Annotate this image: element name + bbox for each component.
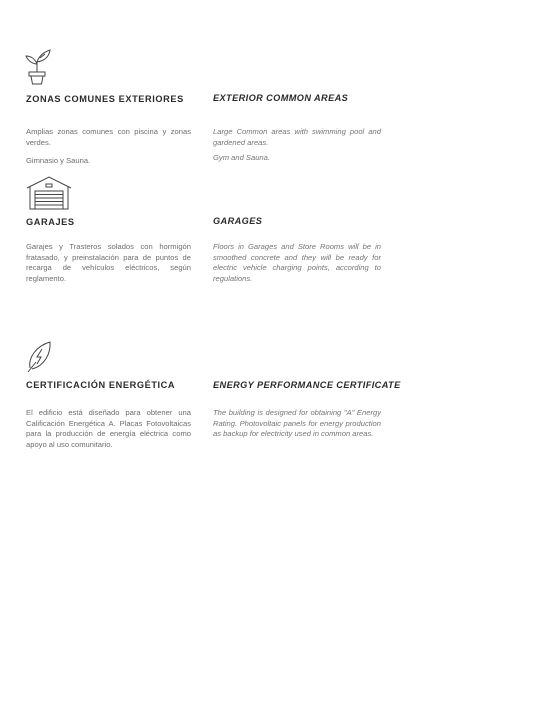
energy-text-es-1: El edificio está diseñado para obtener una Calificación Energética A. Placas Fotovoltaicas para la producción de energía eléctrica como apoyo al uso comunitario. xyxy=(26,408,191,449)
exterior-title-es: ZONAS COMUNES EXTERIORES xyxy=(26,94,184,104)
garage-icon xyxy=(26,176,72,210)
leaf-lightning-icon xyxy=(26,340,52,374)
garages-body-en xyxy=(213,242,381,284)
exterior-text-en-2: Gym and Sauna. xyxy=(213,153,270,163)
energy-title-es: CERTIFICACIÓN ENERGÉTICA xyxy=(26,380,176,390)
garages-text-es-1: Garajes y Trasteros solados con hormigón fratasado, y preinstalación para de puntos de recarga de vehículos eléctricos, según reglamento. xyxy=(26,242,191,283)
exterior-text-en-1: Large Common areas with swimming pool and gardened areas. xyxy=(213,127,381,147)
exterior-text-es-1: Amplias zonas comunes con piscina y zonas verdes. xyxy=(26,127,191,147)
plant-pot-icon xyxy=(24,48,52,86)
exterior-body-en xyxy=(213,127,381,164)
garages-title-es: GARAJES xyxy=(26,217,75,227)
energy-body-es xyxy=(26,408,191,450)
energy-title-en: ENERGY PERFORMANCE CERTIFICATE xyxy=(213,380,401,390)
energy-body-en xyxy=(213,408,381,440)
exterior-body-es xyxy=(26,127,191,167)
garages-body-es xyxy=(26,242,191,284)
garages-title-en: GARAGES xyxy=(213,216,263,226)
exterior-text-es-2: Gimnasio y Sauna. xyxy=(26,156,91,166)
garages-text-en-1: Floors in Garages and Store Rooms will be in smoothed concrete and they will be ready for electric vehicle charging points, according to regulations. xyxy=(213,242,381,283)
exterior-title-en: EXTERIOR COMMON AREAS xyxy=(213,93,349,103)
energy-text-en-1: The building is designed for obtaining "A" Energy Rating. Photovoltaic panels for energy production as backup for electricity used in common areas. xyxy=(213,408,381,439)
